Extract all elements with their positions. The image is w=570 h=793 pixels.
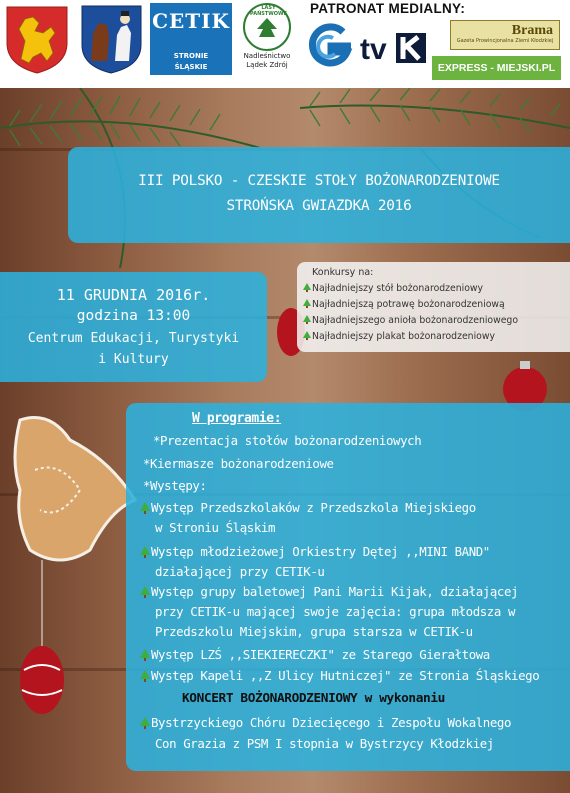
performance-text: Występ LZŚ ,,SIEKIERECZKI" ze Starego Gierałtowa <box>151 647 490 662</box>
contest-label: Najładniejszego anioła bożonarodzeniowego <box>312 315 519 326</box>
logo-cetik-line1: STRONIE <box>173 52 209 60</box>
tvk-logo <box>358 30 428 66</box>
logo-cetik-title: CETIK <box>152 9 230 33</box>
performance-text: Występ Przedszkolaków z Przedszkola Miejskiego <box>151 500 476 515</box>
contest-label: Najładniejszy stół bożonarodzeniowy <box>312 283 484 294</box>
event-place-line1: Centrum Edukacji, Turystyki <box>27 331 240 346</box>
contests-heading: Konkursy na: <box>312 267 374 278</box>
performance-text: Występ młodzieżowej Orkiestry Dętej ,,MINI BAND" <box>151 544 490 559</box>
lasy-caption-line2: Lądek Zdrój <box>246 61 288 69</box>
concert-text: Bystrzyckiego Chóru Dziecięcego i Zespołu Wokalnego <box>151 715 512 730</box>
contest-item <box>303 315 518 326</box>
contest-item <box>303 331 495 342</box>
header <box>0 0 570 88</box>
tree-icon <box>140 502 150 514</box>
express-miejski-logo: EXPRESS - MIEJSKI.PL <box>432 56 561 80</box>
coat-of-arms-lion <box>3 3 71 75</box>
program-bullet: *Kiermasze bożonarodzeniowe <box>143 456 334 471</box>
concert-item <box>140 715 511 730</box>
event-date: 11 GRUDNIA 2016r. <box>56 286 211 304</box>
logo-cetik <box>150 3 232 75</box>
event-title-line2: STROŃSKA GWIAZDKA 2016 <box>226 198 412 214</box>
tree-icon <box>303 331 311 340</box>
performance-item <box>140 584 518 599</box>
brama-title: Brama <box>511 23 553 38</box>
performance-item <box>140 668 539 683</box>
contest-label: Najładniejszą potrawę bożonarodzeniową <box>312 299 505 310</box>
patronat-title: PATRONAT MEDIALNY: <box>310 1 466 16</box>
contest-item <box>303 283 483 294</box>
lasy-caption <box>238 52 296 70</box>
tree-logo-icon <box>255 17 279 39</box>
performance-text: Występ Kapeli ,,Z Ulicy Hutniczej" ze Stronia Śląskiego <box>151 668 540 683</box>
tree-icon <box>140 649 150 661</box>
event-title-line1: III POLSKO - CZESKIE STOŁY BOŻONARODZENIOWE <box>138 173 500 189</box>
tree-icon <box>303 299 311 308</box>
lasy-ring <box>243 3 291 51</box>
tree-icon <box>303 315 311 324</box>
performance-continuation: działającej przy CETIK-u <box>155 564 325 579</box>
event-time: godzina 13:00 <box>76 308 191 324</box>
program-panel <box>126 403 570 771</box>
concert-continuation: Con Grazia z PSM I stopnia w Bystrzycy Kłodzkiej <box>155 736 494 751</box>
performance-text: Występ grupy baletowej Pani Marii Kijak, działającej <box>151 584 519 599</box>
tree-icon <box>140 546 150 558</box>
logo-lasy-panstwowe <box>238 3 296 75</box>
svg-text:tv: tv <box>360 33 387 66</box>
contest-item <box>303 299 505 310</box>
tree-icon <box>303 283 311 292</box>
lasy-ring-text: LASY PAŃSTWOWE <box>250 5 287 17</box>
contests-panel <box>297 262 570 352</box>
event-place-line2: i Kultury <box>98 352 169 367</box>
performance-continuation: w Stroniu Śląskim <box>155 520 276 535</box>
program-bullet: *Prezentacja stołów bożonarodzeniowych <box>153 433 422 448</box>
performance-item <box>140 544 490 559</box>
program-heading: W programie: <box>192 411 282 426</box>
program-bullet: *Występy: <box>143 478 207 493</box>
brama-logo <box>450 20 560 50</box>
date-panel <box>0 272 267 382</box>
media-patrons <box>303 0 565 86</box>
contest-label: Najładniejszy plakat bożonarodzeniowy <box>312 331 495 342</box>
performance-item <box>140 500 476 515</box>
gingerbread-bird-ornament <box>0 400 140 730</box>
logo-cetik-line2: ŚLĄSKIE <box>174 63 208 71</box>
title-panel <box>68 147 570 243</box>
logo-cetik-subtitle <box>150 51 232 73</box>
tree-icon <box>140 717 150 729</box>
tree-icon <box>140 586 150 598</box>
coat-of-arms-bear <box>79 3 144 75</box>
performance-item <box>140 647 490 662</box>
brama-subtitle: Gazeta Prowincjonalna Ziemi Kłodzkiej <box>456 38 554 44</box>
gazeta-logo <box>303 22 355 70</box>
concert-heading: KONCERT BOŻONARODZENIOWY w wykonaniu <box>182 691 445 706</box>
lasy-caption-line1: Nadleśnictwo <box>243 52 291 60</box>
tree-icon <box>140 670 150 682</box>
performance-continuation: Przedszkolu Miejskim, grupa starsza w CETIK-u <box>155 624 473 639</box>
performance-continuation: przy CETIK-u mającej swoje zajęcia: grupa młodsza w <box>155 604 516 619</box>
